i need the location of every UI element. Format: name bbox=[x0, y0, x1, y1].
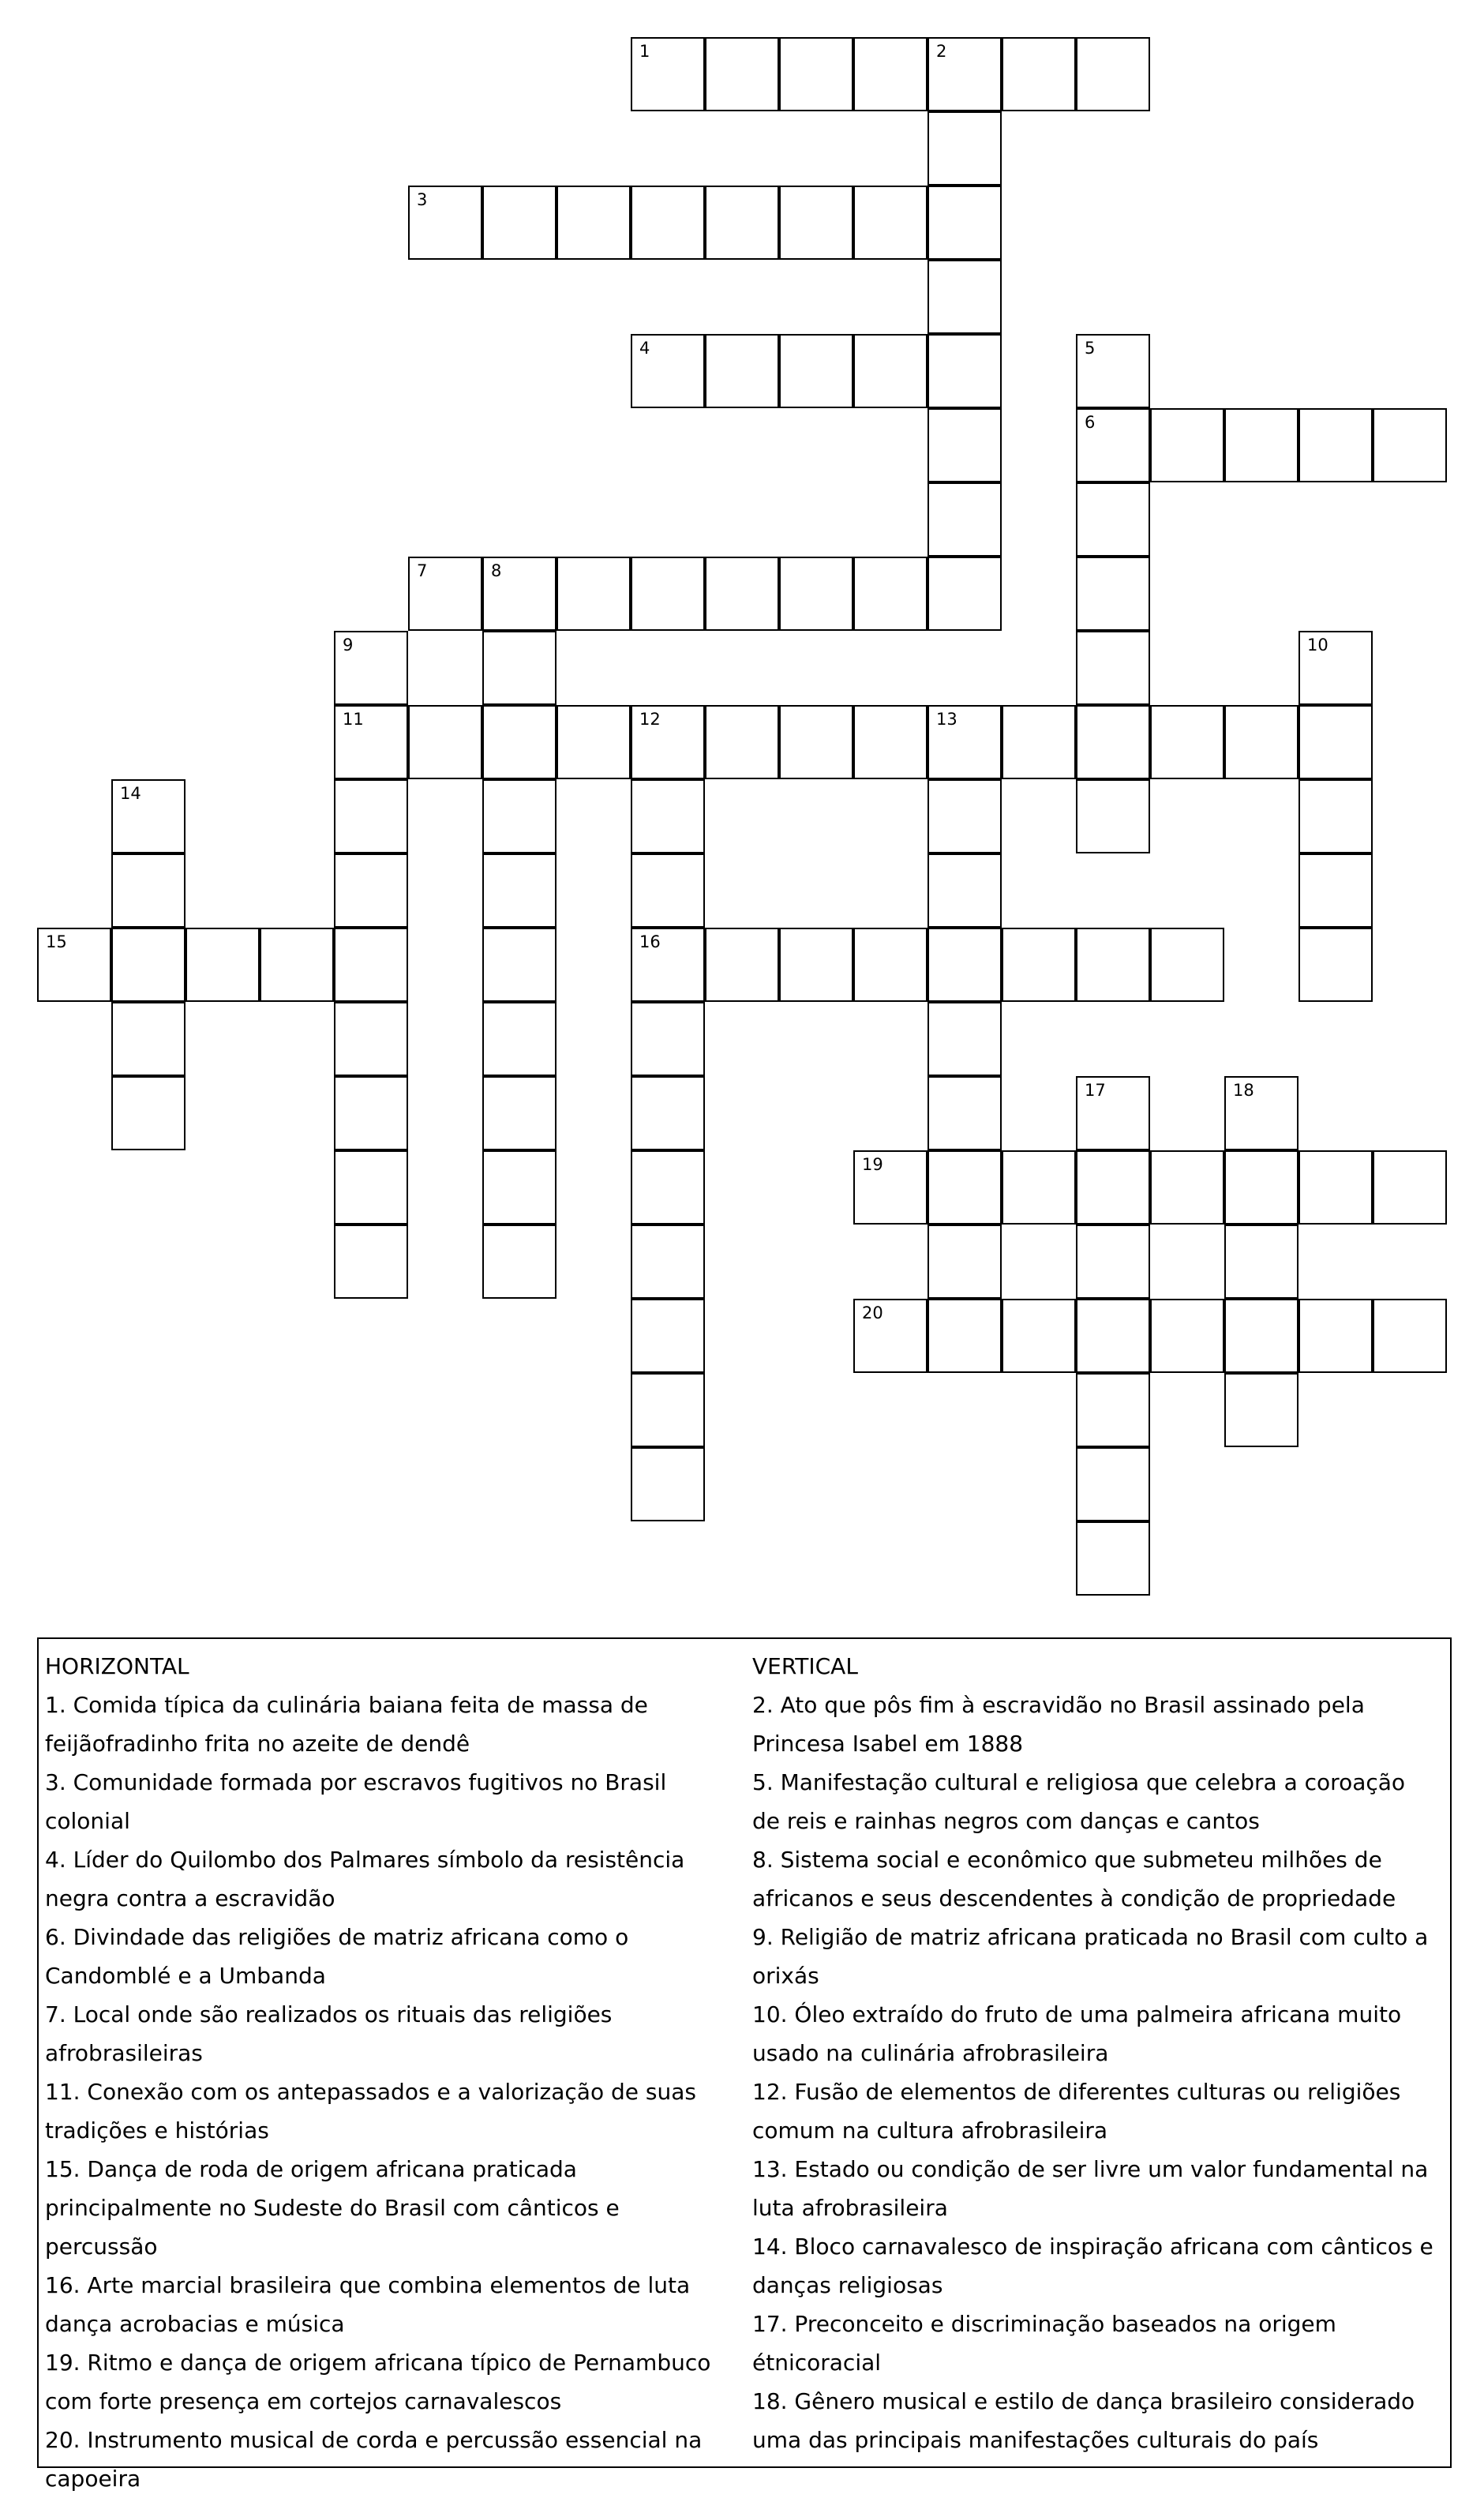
clue-down: 12. Fusão de elementos de diferentes culturas ou religiões comum na cultura afrobrasileira bbox=[752, 2079, 1401, 2144]
clue-down: 8. Sistema social e econômico que submeteu milhões de africanos e seus descendentes à condição de propriedade bbox=[752, 1847, 1396, 1911]
crossword-cell[interactable] bbox=[928, 1225, 1002, 1299]
crossword-cell[interactable] bbox=[334, 928, 408, 1002]
crossword-cell[interactable] bbox=[1076, 928, 1150, 1002]
crossword-cell[interactable] bbox=[1224, 1299, 1298, 1373]
crossword-cell[interactable] bbox=[705, 334, 779, 408]
clue-number-label: 9 bbox=[343, 636, 354, 655]
crossword-cell[interactable] bbox=[779, 557, 853, 631]
crossword-cell[interactable] bbox=[1076, 1150, 1150, 1225]
crossword-cell[interactable] bbox=[1076, 1299, 1150, 1373]
crossword-cell[interactable] bbox=[779, 334, 853, 408]
clue-number-label: 12 bbox=[639, 710, 661, 729]
crossword-cell[interactable] bbox=[631, 779, 705, 853]
clue-number-label: 1 bbox=[639, 42, 650, 61]
crossword-cell[interactable] bbox=[408, 705, 482, 779]
clue-number-label: 17 bbox=[1085, 1081, 1106, 1100]
crossword-cell[interactable] bbox=[631, 186, 705, 260]
crossword-cell[interactable] bbox=[1076, 779, 1150, 853]
crossword-cell[interactable] bbox=[928, 853, 1002, 928]
crossword-cell[interactable] bbox=[631, 37, 705, 111]
crossword-cell[interactable] bbox=[1298, 1299, 1373, 1373]
crossword-cell[interactable] bbox=[853, 1150, 928, 1225]
clue-down: 17. Preconceito e discriminação baseados na origem étnicoracial bbox=[752, 2311, 1336, 2376]
crossword-cell[interactable] bbox=[631, 1076, 705, 1150]
crossword-cell[interactable] bbox=[779, 928, 853, 1002]
crossword-cell[interactable] bbox=[334, 705, 408, 779]
crossword-cell[interactable] bbox=[631, 928, 705, 1002]
crossword-cell[interactable] bbox=[928, 1002, 1002, 1076]
crossword-cell[interactable] bbox=[1150, 705, 1224, 779]
crossword-cell[interactable] bbox=[482, 1150, 556, 1225]
crossword-cell[interactable] bbox=[482, 1002, 556, 1076]
clue-down: 5. Manifestação cultural e religiosa que celebra a coroação de reis e rainhas negros com danças e cantos bbox=[752, 1769, 1406, 1834]
crossword-cell[interactable] bbox=[1002, 1150, 1076, 1225]
clue-number-label: 6 bbox=[1085, 413, 1096, 432]
crossword-cell[interactable] bbox=[1298, 779, 1373, 853]
clue-across: 11. Conexão com os antepassados e a valorização de suas tradições e histórias bbox=[45, 2079, 696, 2144]
crossword-cell[interactable] bbox=[111, 928, 186, 1002]
crossword-cell[interactable] bbox=[334, 853, 408, 928]
crossword-cell[interactable] bbox=[1224, 1373, 1298, 1447]
crossword-cell[interactable] bbox=[631, 1447, 705, 1521]
crossword-cell[interactable] bbox=[111, 853, 186, 928]
crossword-cell[interactable] bbox=[556, 557, 631, 631]
crossword-cell[interactable] bbox=[928, 557, 1002, 631]
crossword-cell[interactable] bbox=[111, 779, 186, 853]
crossword-cell[interactable] bbox=[334, 1225, 408, 1299]
clue-number-label: 16 bbox=[639, 932, 661, 951]
crossword-cell[interactable] bbox=[779, 186, 853, 260]
clue-number-label: 18 bbox=[1233, 1081, 1254, 1100]
crossword-cell[interactable] bbox=[260, 928, 334, 1002]
crossword-cell[interactable] bbox=[1076, 1447, 1150, 1521]
clue-across: 20. Instrumento musical de corda e percussão essencial na capoeira bbox=[45, 2427, 703, 2492]
clue-number-label: 2 bbox=[936, 42, 947, 61]
crossword-cell[interactable] bbox=[482, 557, 556, 631]
crossword-cell[interactable] bbox=[1373, 1299, 1447, 1373]
clue-across: 7. Local onde são realizados os rituais das religiões afrobrasileiras bbox=[45, 2001, 613, 2066]
crossword-cell[interactable] bbox=[1298, 928, 1373, 1002]
crossword-cell[interactable] bbox=[334, 779, 408, 853]
crossword-cell[interactable] bbox=[482, 928, 556, 1002]
crossword-cell[interactable] bbox=[928, 1076, 1002, 1150]
clue-number-label: 19 bbox=[862, 1155, 883, 1174]
clue-across: 19. Ritmo e dança de origem africana típico de Pernambuco com forte presença em cortejos carnavalescos bbox=[45, 2350, 711, 2414]
crossword-cell[interactable] bbox=[482, 779, 556, 853]
crossword-cell[interactable] bbox=[111, 1002, 186, 1076]
crossword-cell[interactable] bbox=[928, 408, 1002, 482]
crossword-cell[interactable] bbox=[1076, 37, 1150, 111]
clue-across: 1. Comida típica da culinária baiana feita de massa de feijãofradinho frita no azeite de dendê bbox=[45, 1692, 648, 1757]
crossword-cell[interactable] bbox=[556, 186, 631, 260]
clue-number-label: 7 bbox=[417, 561, 428, 580]
crossword-cell[interactable] bbox=[556, 705, 631, 779]
clue-across: 15. Dança de roda de origem africana praticada principalmente no Sudeste do Brasil com cânticos e percussão bbox=[45, 2156, 620, 2260]
clue-down: 14. Bloco carnavalesco de inspiração africana com cânticos e danças religiosas bbox=[752, 2234, 1433, 2298]
clue-number-label: 14 bbox=[120, 784, 141, 803]
crossword-cell[interactable] bbox=[928, 260, 1002, 334]
crossword-cell[interactable] bbox=[408, 557, 482, 631]
crossword-cell[interactable] bbox=[1076, 557, 1150, 631]
crossword-cell[interactable] bbox=[1150, 1150, 1224, 1225]
crossword-cell[interactable] bbox=[853, 557, 928, 631]
crossword-cell[interactable] bbox=[631, 557, 705, 631]
crossword-cell[interactable] bbox=[1150, 408, 1224, 482]
clue-number-label: 20 bbox=[862, 1303, 883, 1322]
crossword-cell[interactable] bbox=[631, 1225, 705, 1299]
crossword-cell[interactable] bbox=[37, 928, 111, 1002]
down-clues-column bbox=[752, 1647, 1439, 2459]
clue-number-label: 13 bbox=[936, 710, 957, 729]
crossword-cell[interactable] bbox=[1224, 1076, 1298, 1150]
crossword-cell[interactable] bbox=[1076, 1225, 1150, 1299]
crossword-cell[interactable] bbox=[111, 1076, 186, 1150]
crossword-cell[interactable] bbox=[1002, 705, 1076, 779]
crossword-cell[interactable] bbox=[1002, 1299, 1076, 1373]
crossword-cell[interactable] bbox=[186, 928, 260, 1002]
crossword-cell[interactable] bbox=[1224, 1150, 1298, 1225]
clue-number-label: 10 bbox=[1307, 636, 1328, 655]
clue-down: 2. Ato que pôs fim à escravidão no Brasil assinado pela Princesa Isabel em 1888 bbox=[752, 1692, 1365, 1757]
clue-down: 18. Gênero musical e estilo de dança brasileiro considerado uma das principais manifestações culturais do país bbox=[752, 2388, 1415, 2453]
crossword-cell[interactable] bbox=[705, 705, 779, 779]
crossword-cell[interactable] bbox=[1002, 37, 1076, 111]
crossword-cell[interactable] bbox=[482, 853, 556, 928]
clue-number-label: 8 bbox=[491, 561, 502, 580]
crossword-cell[interactable] bbox=[705, 37, 779, 111]
crossword-cell[interactable] bbox=[928, 705, 1002, 779]
crossword-cell[interactable] bbox=[1076, 482, 1150, 557]
crossword-cell[interactable] bbox=[334, 1150, 408, 1225]
crossword-cell[interactable] bbox=[1076, 705, 1150, 779]
crossword-cell[interactable] bbox=[408, 186, 482, 260]
crossword-cell[interactable] bbox=[482, 1225, 556, 1299]
crossword-cell[interactable] bbox=[482, 1076, 556, 1150]
clue-across: 16. Arte marcial brasileira que combina elementos de luta dança acrobacias e música bbox=[45, 2272, 691, 2337]
crossword-cell[interactable] bbox=[1224, 1225, 1298, 1299]
crossword-cell[interactable] bbox=[334, 1076, 408, 1150]
crossword-cell[interactable] bbox=[1076, 1076, 1150, 1150]
crossword-cell[interactable] bbox=[482, 631, 556, 705]
crossword-cell[interactable] bbox=[631, 1299, 705, 1373]
crossword-cell[interactable] bbox=[1298, 408, 1373, 482]
crossword-cell[interactable] bbox=[779, 705, 853, 779]
crossword-cell[interactable] bbox=[1298, 631, 1373, 705]
crossword-cell[interactable] bbox=[1373, 408, 1447, 482]
crossword-cell[interactable] bbox=[1076, 408, 1150, 482]
crossword-cell[interactable] bbox=[705, 186, 779, 260]
crossword-cell[interactable] bbox=[705, 928, 779, 1002]
clue-down: 10. Óleo extraído do fruto de uma palmeira africana muito usado na culinária afrobrasileira bbox=[752, 2001, 1402, 2066]
crossword-cell[interactable] bbox=[853, 37, 928, 111]
crossword-cell[interactable] bbox=[853, 1299, 928, 1373]
crossword-cell[interactable] bbox=[1076, 1521, 1150, 1596]
crossword-cell[interactable] bbox=[928, 334, 1002, 408]
crossword-cell[interactable] bbox=[1224, 705, 1298, 779]
clue-number-label: 4 bbox=[639, 339, 650, 358]
crossword-cell[interactable] bbox=[1150, 928, 1224, 1002]
crossword-cell[interactable] bbox=[1373, 1150, 1447, 1225]
crossword-cell[interactable] bbox=[631, 853, 705, 928]
clue-number-label: 5 bbox=[1085, 339, 1096, 358]
clue-number-label: 3 bbox=[417, 190, 428, 209]
crossword-cell[interactable] bbox=[1076, 334, 1150, 408]
crossword-cell[interactable] bbox=[1224, 408, 1298, 482]
clue-across: 6. Divindade das religiões de matriz africana como o Candomblé e a Umbanda bbox=[45, 1924, 629, 1989]
crossword-cell[interactable] bbox=[853, 928, 928, 1002]
crossword-cell[interactable] bbox=[631, 334, 705, 408]
crossword-cell[interactable] bbox=[928, 779, 1002, 853]
crossword-cell[interactable] bbox=[779, 37, 853, 111]
crossword-cell[interactable] bbox=[853, 334, 928, 408]
crossword-cell[interactable] bbox=[853, 705, 928, 779]
crossword-cell[interactable] bbox=[482, 186, 556, 260]
clue-across: 3. Comunidade formada por escravos fugitivos no Brasil colonial bbox=[45, 1769, 667, 1834]
crossword-cell[interactable] bbox=[1002, 928, 1076, 1002]
crossword-cell[interactable] bbox=[928, 37, 1002, 111]
down-clues-title: VERTICAL bbox=[752, 1653, 858, 1679]
crossword-cell[interactable] bbox=[631, 1002, 705, 1076]
clue-across: 4. Líder do Quilombo dos Palmares símbolo da resistência negra contra a escravidão bbox=[45, 1847, 685, 1911]
crossword-cell[interactable] bbox=[928, 928, 1002, 1002]
crossword-cell[interactable] bbox=[1298, 705, 1373, 779]
across-clues-column bbox=[45, 1647, 732, 2498]
crossword-cell[interactable] bbox=[705, 557, 779, 631]
crossword-cell[interactable] bbox=[631, 1373, 705, 1447]
crossword-cell[interactable] bbox=[1298, 853, 1373, 928]
crossword-cell[interactable] bbox=[631, 705, 705, 779]
crossword-cell[interactable] bbox=[1150, 1299, 1224, 1373]
across-clues-title: HORIZONTAL bbox=[45, 1653, 189, 1679]
crossword-cell[interactable] bbox=[482, 705, 556, 779]
clue-down: 13. Estado ou condição de ser livre um valor fundamental na luta afrobrasileira bbox=[752, 2156, 1429, 2221]
crossword-cell[interactable] bbox=[1298, 1150, 1373, 1225]
crossword-cell[interactable] bbox=[1076, 631, 1150, 705]
crossword-cell[interactable] bbox=[928, 111, 1002, 186]
clues-box bbox=[37, 1637, 1452, 2492]
clue-number-label: 11 bbox=[343, 710, 364, 729]
crossword-cell[interactable] bbox=[928, 1150, 1002, 1225]
crossword-cell[interactable] bbox=[334, 1002, 408, 1076]
clue-down: 9. Religião de matriz africana praticada no Brasil com culto a orixás bbox=[752, 1924, 1429, 1989]
crossword-cell[interactable] bbox=[631, 1150, 705, 1225]
crossword-cell[interactable] bbox=[334, 631, 408, 705]
crossword-cell[interactable] bbox=[928, 482, 1002, 557]
crossword-cell[interactable] bbox=[928, 1299, 1002, 1373]
crossword-cell[interactable] bbox=[853, 186, 928, 260]
crossword-cell[interactable] bbox=[1076, 1373, 1150, 1447]
crossword-cell[interactable] bbox=[928, 186, 1002, 260]
clue-number-label: 15 bbox=[46, 932, 67, 951]
